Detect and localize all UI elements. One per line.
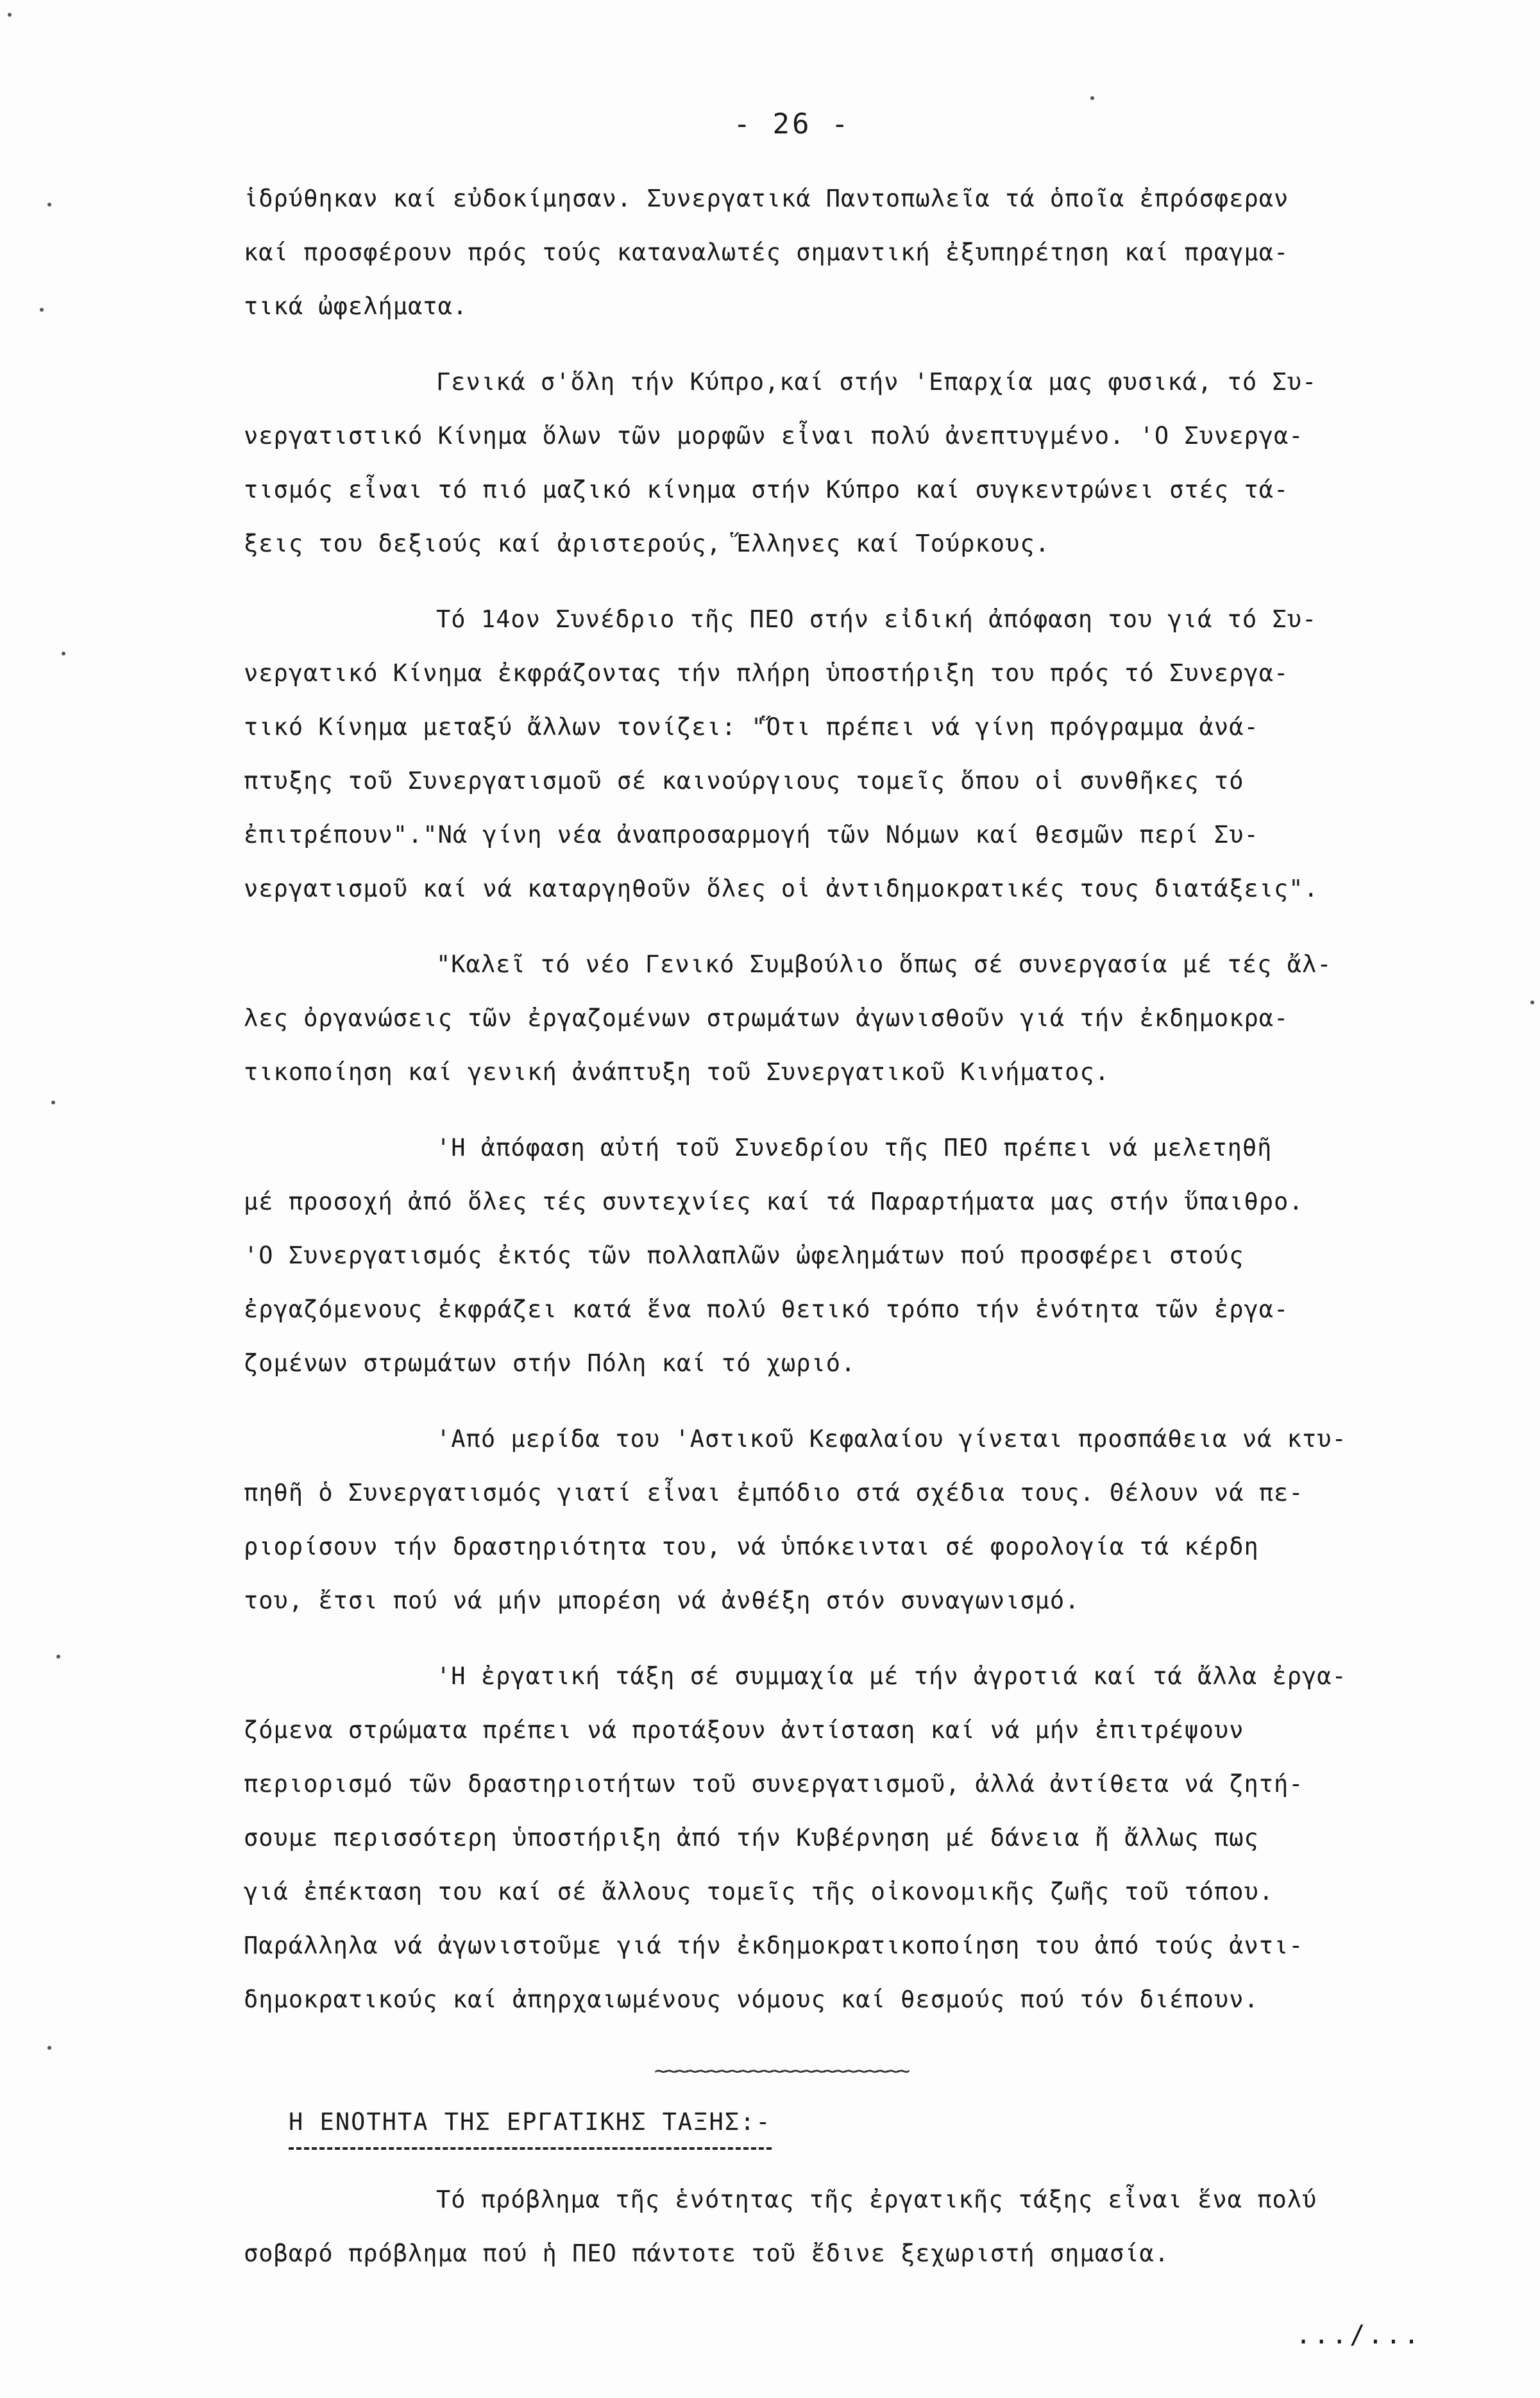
- text-line: περιορισμό τῶν δραστηριοτήτων τοῦ συνεργατισμοῦ, ἀλλά ἀντίθετα νά ζητή-: [244, 1770, 1304, 1798]
- text-line: 'Από μερίδα του 'Αστικοῦ Κεφαλαίου γίνεται προσπάθεια νά κτυ-: [436, 1425, 1347, 1453]
- text-line: νεργατικό Κίνημα ἐκφράζοντας τήν πλήρη ὑποστήριξη του πρός τό Συνεργα-: [244, 659, 1289, 687]
- paragraph-1: [244, 172, 1514, 334]
- text-line: δημοκρατικούς καί ἀπηρχαιωμένους νόμους καί θεσμούς πού τόν διέπουν.: [244, 1986, 1259, 2013]
- text-line: Τό πρόβλημα τῆς ἑνότητας τῆς ἐργατικῆς τάξης εἶναι ἕνα πολύ: [436, 2186, 1317, 2213]
- text-line: ζομένων στρωμάτων στήν Πόλη καί τό χωριό.: [244, 1349, 856, 1377]
- text-line: σουμε περισσότερη ὑποστήριξη ἀπό τήν Κυβέρνηση μέ δάνεια ἤ ἄλλως πως: [244, 1824, 1259, 1852]
- text-line: μέ προσοχή ἀπό ὅλες τές συντεχνίες καί τά Παραρτήματα μας στήν ὕπαιθρο.: [244, 1188, 1304, 1215]
- scan-speck: [51, 1101, 55, 1104]
- text-line: γιά ἐπέκταση του καί σέ ἄλλους τομεῖς τῆς οἰκονομικῆς ζωῆς τοῦ τόπου.: [244, 1878, 1274, 1905]
- paragraph-4: [244, 938, 1514, 1099]
- text-line: του, ἔτσι πού νά μήν μπορέση νά ἀνθέξη στόν συναγωνισμό.: [244, 1587, 1080, 1614]
- scan-speck: [47, 203, 51, 207]
- text-line: 'Η ἐργατική τάξη σέ συμμαχία μέ τήν ἀγροτιά καί τά ἄλλα ἐργα-: [436, 1662, 1347, 1690]
- text-line: 'Ο Συνεργατισμός ἐκτός τῶν πολλαπλῶν ὠφελημάτων πού προσφέρει στούς: [244, 1242, 1244, 1269]
- text-line: ξεις του δεξιούς καί ἀριστερούς, Ἕλληνες καί Τούρκους.: [244, 530, 1050, 557]
- paragraph-2: [244, 355, 1514, 571]
- text-line: νεργατισμοῦ καί νά καταργηθοῦν ὅλες οἱ ἀντιδημοκρατικές τους διατάξεις".: [244, 875, 1319, 902]
- text-line: τικό Κίνημα μεταξύ ἄλλων τονίζει: "Ὅτι πρέπει νά γίνη πρόγραμμα ἀνά-: [244, 713, 1259, 741]
- text-line: Τό 14ον Συνέδριο τῆς ΠΕΟ στήν εἰδική ἀπόφαση του γιά τό Συ-: [436, 605, 1317, 633]
- section-heading: Η ΕΝΟΤΗΤΑ ΤΗΣ ΕΡΓΑΤΙΚΗΣ ΤΑΞΗΣ:-: [289, 2100, 772, 2150]
- text-line: 'Η ἀπόφαση αὐτή τοῦ Συνεδρίου τῆς ΠΕΟ πρέπει νά μελετηθῆ: [436, 1134, 1273, 1161]
- paragraph-6: [244, 1412, 1514, 1628]
- text-line: πηθῆ ὁ Συνεργατισμός γιατί εἶναι ἐμπόδιο στά σχέδια τους. Θέλουν νά πε-: [244, 1479, 1304, 1507]
- page-number: - 26 -: [733, 108, 851, 140]
- text-line: καί προσφέρουν πρός τούς καταναλωτές σημαντική ἐξυπηρέτηση καί πραγμα-: [244, 239, 1289, 266]
- text-line: ἐπιτρέπουν"."Νά γίνη νέα ἀναπροσαρμογή τῶν Νόμων καί θεσμῶν περί Συ-: [244, 821, 1259, 849]
- scan-speck: [47, 2046, 51, 2050]
- section-separator: ~~~~~~~~~~~~~~~~~~~~~~~~: [654, 2058, 908, 2084]
- text-line: πτυξης τοῦ Συνεργατισμοῦ σέ καινούργιους τομεῖς ὅπου οἱ συνθῆκες τό: [244, 767, 1244, 795]
- text-line: ζόμενα στρώματα πρέπει νά προτάξουν ἀντίσταση καί νά μήν ἐπιτρέψουν: [244, 1716, 1244, 1744]
- text-line: τικοποίηση καί γενική ἀνάπτυξη τοῦ Συνεργατικοῦ Κινήματος.: [244, 1058, 1110, 1086]
- continuation-mark: .../...: [1296, 2320, 1422, 2350]
- scan-speck: [62, 652, 65, 655]
- body-text: [244, 172, 1514, 2364]
- scan-speck: [8, 13, 12, 17]
- scan-speck: [56, 1655, 60, 1659]
- text-line: σοβαρό πρόβλημα πού ἡ ΠΕΟ πάντοτε τοῦ ἔδινε ξεχωριστή σημασία.: [244, 2240, 1170, 2267]
- text-line: Παράλληλα νά ἀγωνιστοῦμε γιά τήν ἐκδημοκρατικοποίηση του ἀπό τούς ἀντι-: [244, 1932, 1304, 1959]
- text-line: ριορίσουν τήν δραστηριότητα του, νά ὑπόκεινται σέ φορολογία τά κέρδη: [244, 1533, 1259, 1560]
- text-line: Γενικά σ'ὅλη τήν Κύπρο,καί στήν 'Επαρχία μας φυσικά, τό Συ-: [436, 368, 1317, 396]
- text-line: λες ὀργανώσεις τῶν ἐργαζομένων στρωμάτων ἀγωνισθοῦν γιά τήν ἐκδημοκρα-: [244, 1004, 1289, 1032]
- text-line: ἐργαζόμενους ἐκφράζει κατά ἕνα πολύ θετικό τρόπο τήν ἑνότητα τῶν ἐργα-: [244, 1296, 1289, 1323]
- scan-speck: [1530, 1001, 1534, 1004]
- paragraph-5: [244, 1121, 1514, 1390]
- text-line: τισμός εἶναι τό πιό μαζικό κίνημα στήν Κύπρο καί συγκεντρώνει στές τά-: [244, 476, 1289, 503]
- paragraph-3: [244, 593, 1514, 916]
- text-line: τικά ὠφελήματα.: [244, 292, 468, 320]
- text-line: "Καλεῖ τό νέο Γενικό Συμβούλιο ὅπως σέ συνεργασία μέ τές ἄλ-: [436, 950, 1332, 978]
- scan-speck: [1090, 96, 1094, 100]
- scan-speck: [40, 308, 44, 312]
- paragraph-7: [244, 1650, 1514, 2027]
- section-paragraph: [244, 2173, 1514, 2281]
- text-line: νεργατιστικό Κίνημα ὅλων τῶν μορφῶν εἶναι πολύ ἀνεπτυγμένο. 'Ο Συνεργα-: [244, 422, 1304, 450]
- text-line: ἱδρύθηκαν καί εὐδοκίμησαν. Συνεργατικά Παντοπωλεῖα τά ὁποῖα ἐπρόσφεραν: [244, 185, 1289, 212]
